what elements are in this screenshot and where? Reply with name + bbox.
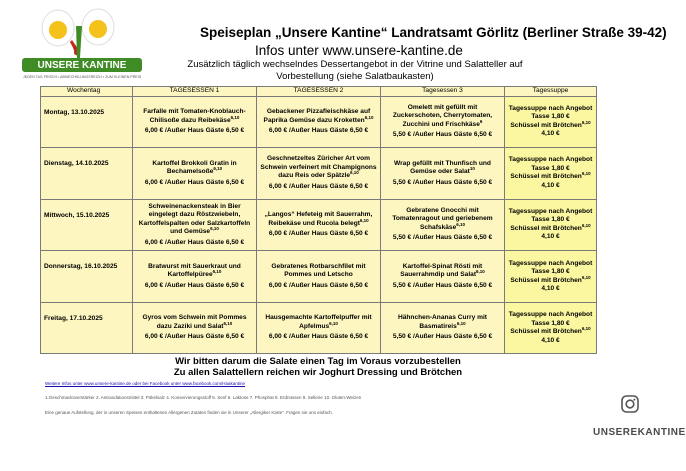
soup-bowl-line (507, 274, 594, 286)
table-row (41, 302, 597, 354)
info-line: Zusätzlich täglich wechselndes Dessertangebot in der Vitrine und Salatteller auf (187, 59, 523, 70)
soup-line: Tasse 1,80 € (531, 164, 570, 172)
allergen-code: 6,10 (213, 165, 223, 171)
dish-price: 6,00 € /Außer Haus Gäste 6,50 € (268, 333, 369, 341)
dish-text (135, 263, 254, 280)
allergen-code: 6,10 (581, 325, 591, 331)
dish1-cell (133, 148, 257, 200)
soup-line: Tasse 1,80 € (531, 216, 570, 224)
dish-price: 5,50 € /Außer Haus Gäste 6,50 € (392, 178, 493, 186)
allergen-code: 6,10 (329, 320, 338, 326)
menu-table (40, 86, 597, 354)
allergen-code: 6,10 (581, 222, 591, 228)
allergen-legend: 1.Geschmacksverstärker 2. Antioxidationsmittel 3. Pökelsalz 4. Konservierungsstoff 5. Senf 6. Laktose 7. Phosphat 8. Erdnüssen 9. Sellerie 10. Gluten-Weizen (45, 395, 362, 400)
dish-name: Hähnchen-Ananas Curry mit Basmatireis (397, 314, 488, 330)
logo-tagline: JEDEN TAG FRISCH • ABWECHSLUNGSREICH • ZUM KLEINEN PREIS (22, 75, 142, 79)
soup-bowl-text: Schüssel mit Brötchen (510, 224, 582, 232)
soup-line: Tasse 1,80 € (531, 319, 570, 327)
soup-line: Tagessuppe nach Angebot (508, 207, 593, 215)
dish2-cell (257, 148, 381, 200)
dish-name: Wrap gefüllt mit Thunfisch und Gemüse oder Salat (394, 159, 491, 176)
dish-price: 6,00 € /Außer Haus Gäste 6,50 € (268, 230, 369, 238)
dish-price: 5,50 € /Außer Haus Gäste 6,50 € (392, 131, 493, 139)
dish-price: 6,00 € /Außer Haus Gäste 6,50 € (144, 178, 245, 186)
dish-name: Omelett mit gefüllt mit Zuckerschoten, Cherrytomaten, Zucchini und Frischkäse (392, 103, 493, 128)
table-row (41, 148, 597, 200)
dish-text (135, 203, 254, 237)
soup-bowl-line (507, 325, 594, 337)
dish-text (383, 160, 502, 177)
soup-bowl-text: Schüssel mit Brötchen (510, 276, 582, 284)
allergen-code: 6,10 (456, 221, 466, 227)
preorder-note: Wir bitten darum die Salate einen Tag im Voraus vorzubestellen (175, 356, 461, 367)
dish3-cell (381, 199, 505, 251)
allergen-code: 6,10 (581, 119, 591, 125)
dish-name: Gyros vom Schwein mit Pommes dazu Zaziki und Salat (142, 314, 247, 330)
soup-line: Tasse 1,80 € (531, 268, 570, 276)
dish-price: 6,00 € /Außer Haus Gäste 6,50 € (268, 182, 369, 190)
allergen-code: 6,10 (359, 217, 369, 223)
dish-text (259, 155, 378, 181)
dish-text (135, 314, 254, 331)
info-text (185, 59, 525, 83)
dish-name: Gebratenes Rotbarschfilet mit Pommes und Letscho (271, 262, 366, 279)
soup-price: 4,10 € (541, 130, 560, 138)
table-row (41, 96, 597, 148)
header-dish-2: TAGESESSEN 2 (257, 87, 381, 97)
dish-name: Bratwurst mit Sauerkraut und Kartoffelpüree (148, 262, 241, 279)
dish3-cell (381, 302, 505, 354)
instagram-icon[interactable] (621, 395, 639, 413)
allergen-code: 6 (479, 118, 483, 124)
footer-links[interactable] (45, 381, 245, 386)
weekday-cell: Freitag, 17.10.2025 (41, 302, 133, 354)
dish-price: 6,00 € /Außer Haus Gäste 6,50 € (268, 281, 369, 289)
header-soup: Tagessuppe (505, 87, 597, 97)
dish-name: Schweinenackensteak in Bier eingelegt dazu Röstzwiebeln, Kartoffelspalten oder Salzkartoffeln und Gemüse (138, 202, 251, 236)
dish-price: 5,50 € /Außer Haus Gäste 6,50 € (392, 234, 493, 242)
kantine-logo (20, 6, 144, 88)
soup-cell (505, 148, 597, 200)
soup-line: Tasse 1,80 € (531, 113, 570, 121)
dish-text (135, 108, 254, 125)
dish2-cell (257, 96, 381, 148)
footer-link[interactable]: Weitere Infos unter www.unsere-kantine.de oder bei Facebook unter www.facebook.com/Haakantine (45, 381, 246, 386)
dish-text (259, 211, 378, 228)
soup-cell (505, 96, 597, 148)
dish-price: 6,00 € /Außer Haus Gäste 6,50 € (144, 127, 245, 135)
allergen-code: 10 (469, 165, 475, 171)
dish-price: 6,00 € /Außer Haus Gäste 6,50 € (144, 333, 245, 341)
soup-line: Tagessuppe nach Angebot (508, 311, 593, 319)
dish-name: Hausgemachte Kartoffelpuffer mit Apfelmus (265, 314, 372, 330)
allergen-note: Eine genaue Aufstellung, der in unseren Speisen enthaltenen Allergenen Zutaten finden sie in Unserer „Allergiker Karte“. Fragen sie uns einfach. (45, 410, 333, 415)
weekday-cell: Donnerstag, 16.10.2025 (41, 251, 133, 303)
dish3-cell (381, 96, 505, 148)
header-dish-1: TAGESESSEN 1 (133, 87, 257, 97)
dish-name: Kartoffel Brokkoli Gratin in Bechamelsoße (152, 159, 237, 176)
table-row (41, 251, 597, 303)
soup-bowl-line (507, 119, 594, 131)
dish1-cell (133, 251, 257, 303)
dish3-cell (381, 251, 505, 303)
page-subtitle: Infos unter www.unsere-kantine.de (255, 43, 463, 58)
soup-price: 4,10 € (541, 336, 560, 344)
dish-text (135, 160, 254, 177)
info-line: Vorbestellung (siehe Salatbaukasten) (276, 71, 434, 82)
allergen-code: 6,10 (223, 320, 233, 326)
weekday-cell: Dienstag, 14.10.2025 (41, 148, 133, 200)
dish-name: Kartoffel-Spinat Rösti mit Sauerrahmdip und Salat (400, 262, 483, 279)
soup-line: Tagessuppe nach Angebot (508, 259, 593, 267)
allergen-code: 6,10 (350, 170, 359, 176)
dish-text (383, 314, 502, 331)
brand-name: UNSEREKANTINE (593, 427, 686, 438)
soup-line: Tagessuppe nach Angebot (508, 104, 593, 112)
dish2-cell (257, 199, 381, 251)
soup-cell (505, 199, 597, 251)
allergen-code: 6,10 (581, 171, 591, 177)
soup-price: 4,10 € (541, 181, 560, 189)
dish-name: „Langos“ Hefeteig mit Sauerrahm, Reibekäse und Rucola belegt (264, 211, 373, 227)
soup-cell (505, 251, 597, 303)
soup-price: 4,10 € (541, 285, 560, 293)
allergen-code: 6,10 (364, 114, 374, 120)
dish-price: 5,50 € /Außer Haus Gäste 6,50 € (392, 333, 493, 341)
allergen-code: 6,10 (456, 320, 466, 326)
allergen-code: 6,10 (581, 274, 591, 280)
dish-price: 6,00 € /Außer Haus Gäste 6,50 € (268, 127, 369, 135)
dish1-cell (133, 302, 257, 354)
dish-text (259, 263, 378, 280)
soup-bowl-text: Schüssel mit Brötchen (510, 121, 582, 129)
dish-text (383, 207, 502, 233)
soup-bowl-text: Schüssel mit Brötchen (510, 328, 582, 336)
dressing-note: Zu allen Salattellern reichen wir Joghurt Dressing und Brötchen (173, 367, 463, 378)
dish-price: 6,00 € /Außer Haus Gäste 6,50 € (144, 281, 245, 289)
table-header-row (41, 87, 597, 97)
dish-name: Gebackener Pizzafleischkäse auf Paprika Gemüse dazu Kroketten (263, 108, 371, 124)
dish-name: Geschnetzeltes Züricher Art vom Schwein verfeinert mit Champignons dazu Reis oder Spätzle (260, 155, 377, 180)
soup-bowl-text: Schüssel mit Brötchen (510, 173, 582, 181)
soup-line: Tagessuppe nach Angebot (508, 156, 593, 164)
soup-bowl-line (507, 173, 594, 182)
dish2-cell (257, 251, 381, 303)
weekday-cell: Montag, 13.10.2025 (41, 96, 133, 148)
dish-name: Gebratene Gnocchi mit Tomatenragout und geriebenem Schafskäse (392, 206, 493, 231)
dish-price: 6,00 € /Außer Haus Gäste 6,50 € (144, 238, 245, 246)
allergen-code: 6,10 (230, 114, 240, 120)
soup-bowl-line (507, 222, 594, 234)
header-dish-3: Tagesessen 3 (381, 87, 505, 97)
dish-text (383, 263, 502, 280)
dish2-cell (257, 302, 381, 354)
dish1-cell (133, 199, 257, 251)
allergen-code: 6,10 (210, 226, 219, 232)
dish-text (259, 314, 378, 331)
weekday-cell: Mittwoch, 15.10.2025 (41, 199, 133, 251)
dish-price: 5,50 € /Außer Haus Gäste 6,50 € (392, 281, 493, 289)
page-title: Speiseplan „Unsere Kantine“ Landratsamt Görlitz (Berliner Straße 39-42) (200, 25, 667, 40)
soup-cell (505, 302, 597, 354)
logo-wordmark: UNSERE KANTINE (37, 60, 127, 71)
dish-name: Farfalle mit Tomaten-Knoblauch-Chilisoße dazu Reibekäse (143, 108, 246, 124)
table-row (41, 199, 597, 251)
soup-price: 4,10 € (541, 233, 560, 241)
dish-text (259, 108, 378, 125)
allergen-code: 6,10 (212, 269, 222, 275)
header-weekday: Wochentag (41, 87, 133, 97)
dish1-cell (133, 96, 257, 148)
dish-text (383, 104, 502, 130)
dish3-cell (381, 148, 505, 200)
allergen-code: 6,10 (476, 269, 485, 275)
